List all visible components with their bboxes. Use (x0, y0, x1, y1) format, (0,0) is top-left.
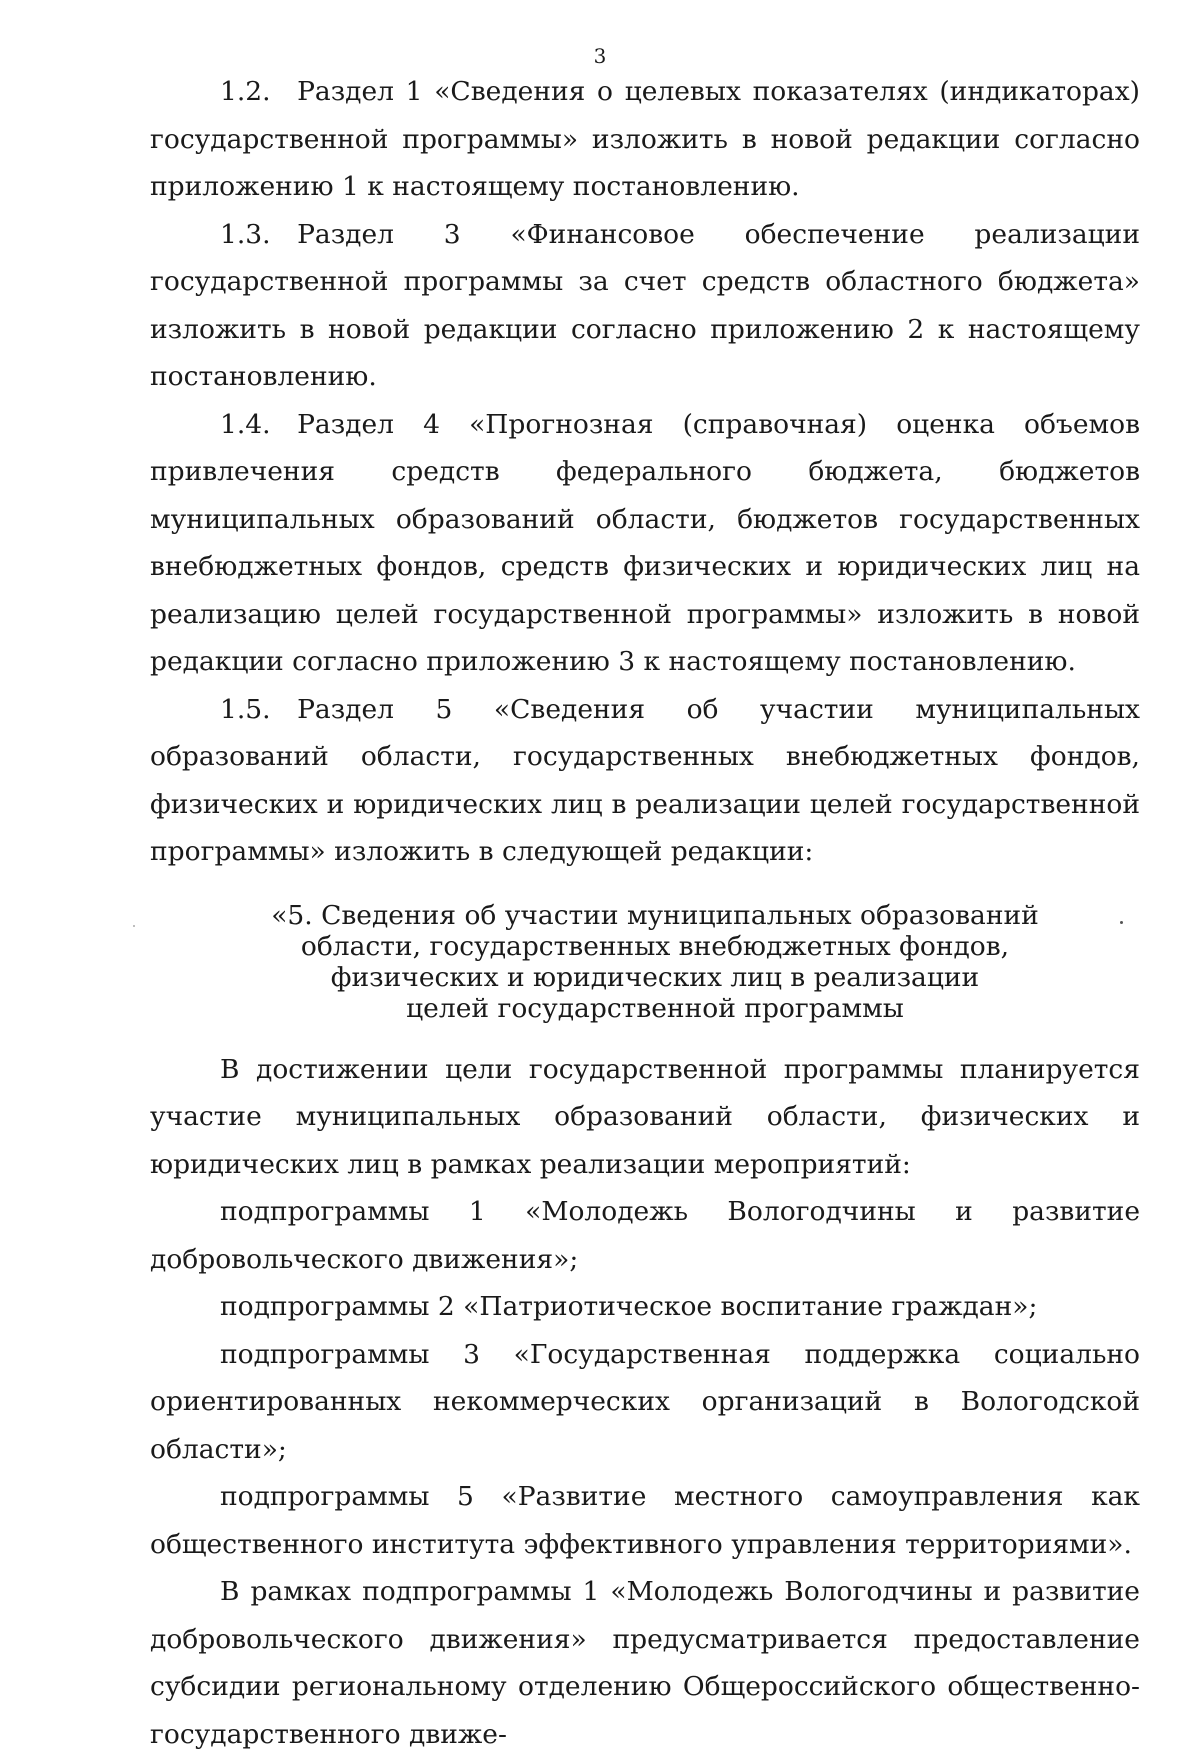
paragraph-participation-intro: В достижении цели государственной программы планируется участие муниципальных образований области, физических и юридических лиц в рамках реализации мероприятий: (150, 1053, 1140, 1180)
paragraph-subsidy: В рамках подпрограммы 1 «Молодежь Вологодчины и развитие добровольческого движения» предусматривается предоставление субсидии региональному отделению Общероссийского общественно-государственного движе- (150, 1576, 1140, 1750)
list-item-subprogram-1: подпрограммы 1 «Молодежь Вологодчины и развитие добровольческого движения»; (150, 1196, 1140, 1275)
section-heading-line: целей государственной программы (406, 992, 904, 1024)
list-item-subprogram-5: подпрограммы 5 «Развитие местного самоуправления как общественного института эффективного управления территориями». (150, 1481, 1140, 1560)
paragraph-1-3: 1.3. Раздел 3 «Финансовое обеспечение реализации государственной программы за счет средств областного бюджета» изложить в новой редакции согласно приложению 2 к настоящему постановлению. (150, 218, 1140, 392)
paragraph-1-4: 1.4. Раздел 4 «Прогнозная (справочная) оценка объемов привлечения средств федерального бюджета, бюджетов муниципальных образований области, бюджетов государственных внебюджетных фондов, средств физических и юридических лиц на реализацию целей государственной программы» изложить в новой редакции согласно приложению 3 к настоящему постановлению. (150, 408, 1140, 677)
document-body (150, 68, 1140, 1758)
list-item-subprogram-3: подпрограммы 3 «Государственная поддержка социально ориентированных некоммерческих организаций в Вологодской области»; (150, 1338, 1140, 1465)
page-number: 3 (593, 44, 607, 68)
section-heading-line: «5. Сведения об участии муниципальных образований (271, 899, 1039, 931)
section-heading-line: области, государственных внебюджетных фондов, (300, 930, 1010, 962)
paragraph-1-2: 1.2. Раздел 1 «Сведения о целевых показателях (индикаторах) государственной программы» изложить в новой редакции согласно приложению 1 к настоящему постановлению. (150, 76, 1140, 202)
scan-speck (1120, 921, 1123, 924)
section-5-heading (150, 900, 1140, 1024)
list-item-subprogram-2: подпрограммы 2 «Патриотическое воспитание граждан»; (220, 1291, 1038, 1322)
scan-speck (133, 925, 135, 927)
paragraph-1-5: 1.5. Раздел 5 «Сведения об участии муниципальных образований области, государственных внебюджетных фондов, физических и юридических лиц в реализации целей государственной программы» изложить в следующей редакции: (150, 693, 1140, 867)
section-heading-line: физических и юридических лиц в реализации (330, 961, 980, 993)
